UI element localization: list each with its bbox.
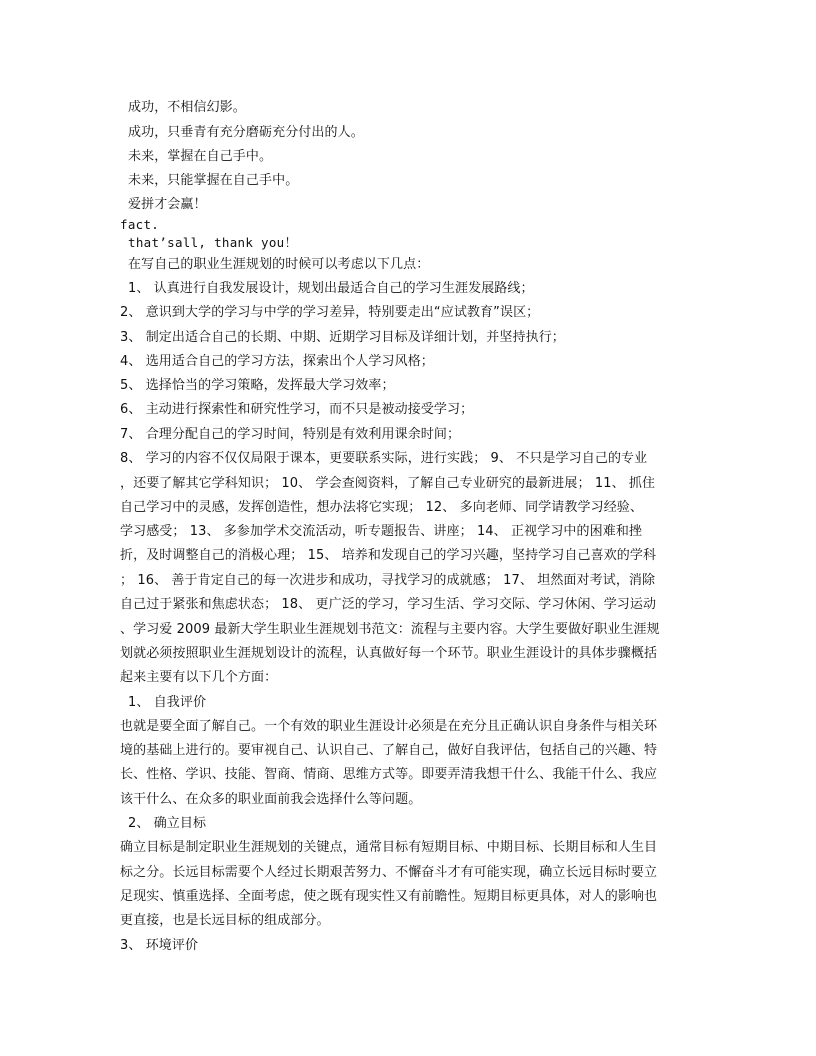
section-heading: 2、 确立目标 [128, 816, 207, 831]
text-line: 成功，不相信幻影。 [128, 100, 246, 115]
section-heading: 1、 自我评价 [128, 695, 207, 710]
text-line: 爱拼才会赢！ [128, 197, 207, 212]
list-item: 7、 合理分配自己的学习时间，特别是有效利用课余时间； [120, 427, 461, 442]
paragraph-line: 也就是要全面了解自己。一个有效的职业生涯设计必须是在充分且正确认识自身条件与相关环 [120, 719, 658, 734]
paragraph-line: 、学习爱 2009 最新大学生职业生涯规划书范文：流程与主要内容。大学生要做好职业生涯规 [120, 622, 660, 637]
paragraph-line: 自己过于紧张和焦虑状态； 18、 更广泛的学习，学习生活、学习交际、学习休闲、学习运动 [120, 597, 657, 612]
list-item: 3、 制定出适合自己的长期、中期、近期学习目标及详细计划，并坚持执行； [120, 330, 565, 345]
list-item: 6、 主动进行探索性和研究性学习，而不只是被动接受学习； [120, 402, 474, 417]
paragraph-line: 标之分。长远目标需要个人经过长期艰苦努力、不懈奋斗才有可能实现，确立长远目标时要立 [120, 865, 658, 880]
paragraph-line: 划就必须按照职业生涯规划设计的流程，认真做好每一个环节。职业生涯设计的具体步骤概括 [120, 646, 658, 661]
paragraph-line: 长、性格、学识、技能、智商、情商、思维方式等。即要弄清我想干什么、我能干什么、我应 [120, 767, 658, 782]
text-line: 在写自己的职业生涯规划的时候可以考虑以下几点： [128, 257, 430, 272]
paragraph-line: 学习感受； 13、 多参加学术交流活动，听专题报告、讲座； 14、 正视学习中的困难和挫 [120, 524, 643, 539]
paragraph-line: 折，及时调整自己的消极心理； 15、 培养和发现自己的学习兴趣，坚持学习自己喜欢的学科 [120, 548, 657, 563]
paragraph-line: 8、 学习的内容不仅仅局限于课本，更要联系实际，进行实践； 9、 不只是学习自己的专业 [120, 451, 648, 466]
text-line: that’sall, thank you！ [128, 235, 298, 250]
text-line: 未来，只能掌握在自己手中。 [128, 173, 299, 188]
list-item: 2、 意识到大学的学习与中学的学习差异，特别要走出“应试教育”误区； [120, 305, 540, 320]
paragraph-line: ，还要了解其它学科知识； 10、 学会查阅资料，了解自己专业研究的最新进展； 11、 抓住 [120, 476, 656, 491]
list-item: 1、 认真进行自我发展设计，规划出最适合自己的学习生涯发展路线； [128, 281, 534, 296]
paragraph-line: 境的基础上进行的。要审视自己、认识自己、了解自己，做好自我评估，包括自己的兴趣、特 [120, 743, 658, 758]
section-heading: 3、 环境评价 [120, 938, 199, 953]
paragraph-line: 足现实、慎重选择、全面考虑，使之既有现实性又有前瞻性。短期目标更具体，对人的影响也 [120, 889, 658, 904]
text-line: 未来，掌握在自己手中。 [128, 149, 273, 164]
list-item: 5、 选择恰当的学习策略，发挥最大学习效率； [120, 378, 395, 393]
text-line: 成功，只垂青有充分磨砺充分付出的人。 [128, 125, 364, 140]
paragraph-line: 自己学习中的灵感，发挥创造性，想办法将它实现； 12、 多向老师、同学请教学习经验、 [120, 500, 644, 515]
paragraph-line: 起来主要有以下几个方面： [120, 670, 278, 685]
paragraph-line: ； 16、 善于肯定自己的每一次进步和成功，寻找学习的成就感； 17、 坦然面对考试，消除 [120, 573, 656, 588]
list-item: 4、 选用适合自己的学习方法，探索出个人学习风格； [120, 354, 434, 369]
paragraph-line: 更直接，也是长远目标的组成部分。 [120, 913, 330, 928]
paragraph-line: 该干什么、在众多的职业面前我会选择什么等问题。 [120, 792, 422, 807]
text-line: fact. [120, 217, 160, 232]
paragraph-line: 确立目标是制定职业生涯规划的关键点，通常目标有短期目标、中期目标、长期目标和人生目 [120, 840, 658, 855]
